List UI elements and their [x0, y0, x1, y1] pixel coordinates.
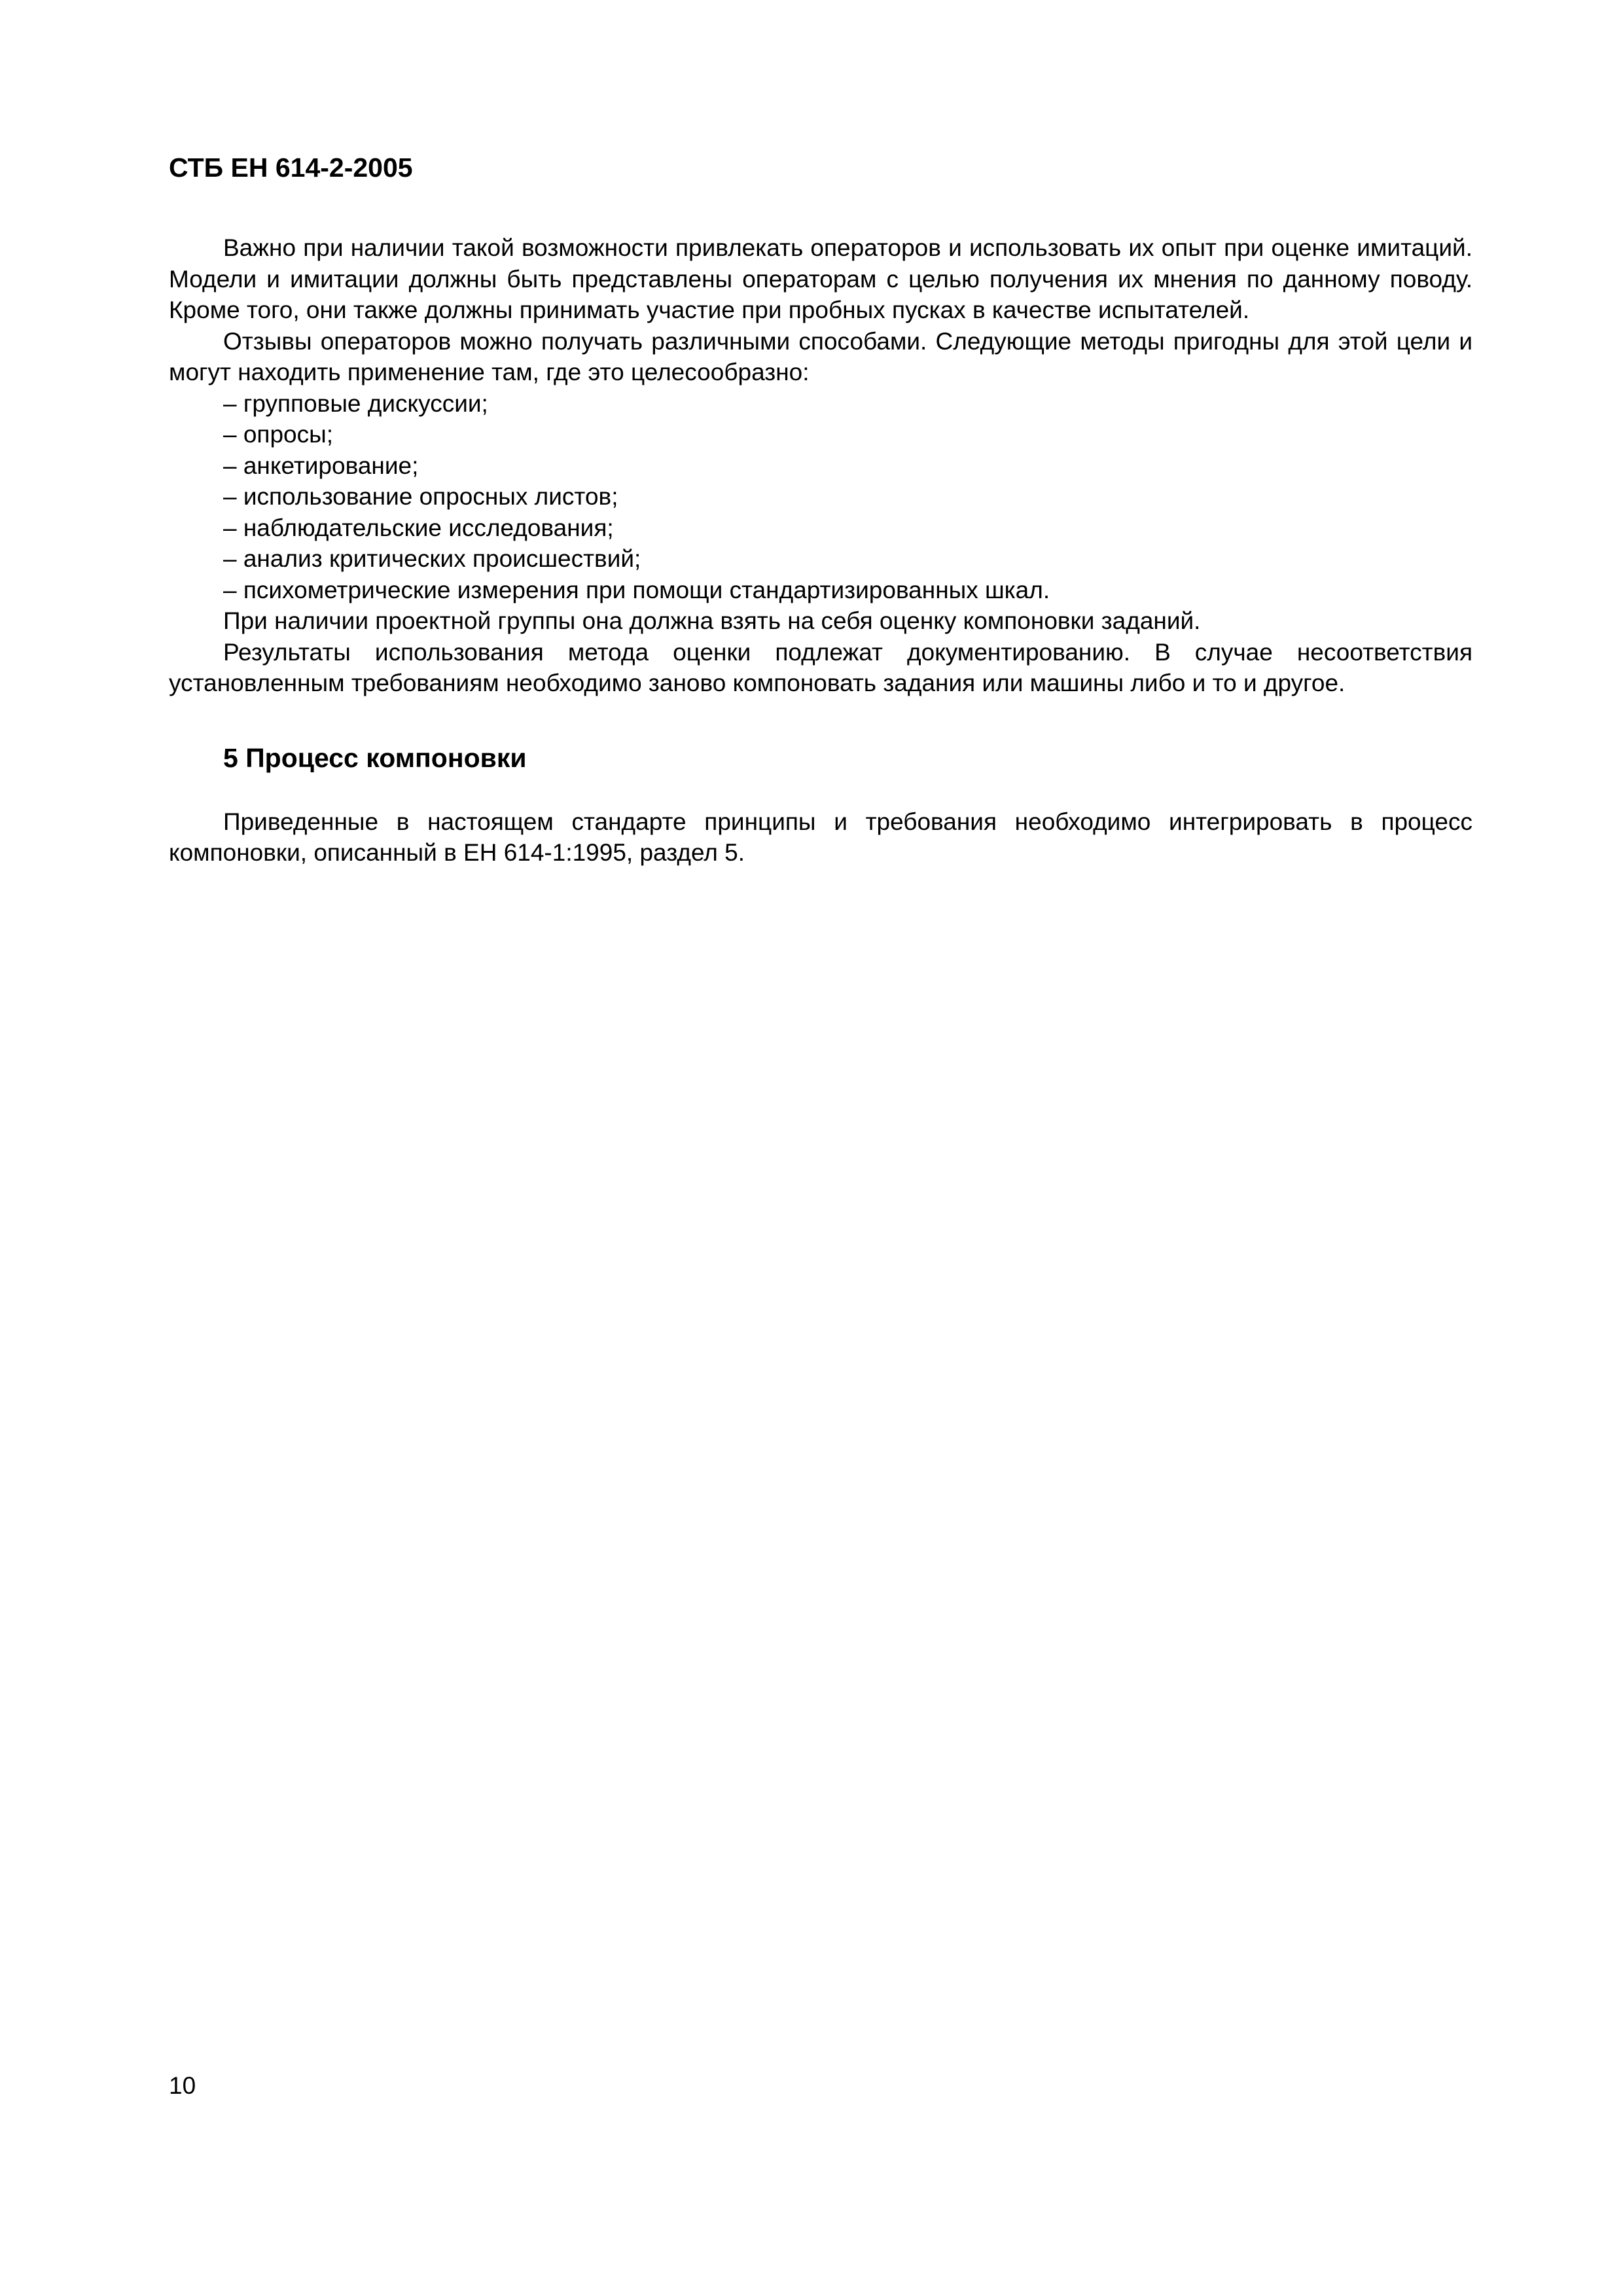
document-header: СТБ ЕН 614-2-2005: [169, 152, 413, 183]
paragraph-operator-experience: Важно при наличии такой возможности привлекать операторов и использовать их опыт при оценке имитаций. Модели и имитации должны быть представлены операторам с целью получения их мнения по данному поводу. Кроме того, они также должны принимать участие при пробных пусках в качестве испытателей.: [169, 234, 1472, 323]
page-number: 10: [169, 2072, 196, 2099]
paragraph-project-group: При наличии проектной группы она должна взять на себя оценку компоновки заданий.: [223, 607, 1201, 634]
paragraph-layout-process: Приведенные в настоящем стандарте принципы и требования необходимо интегрировать в процесс компоновки, описанный в ЕН 614-1:1995, раздел 5.: [169, 808, 1472, 866]
paragraph-feedback-methods: Отзывы операторов можно получать различными способами. Следующие методы пригодны для этой цели и могут находить применение там, где это целесообразно:: [169, 327, 1472, 386]
section-title-layout-process: 5 Процесс компоновки: [223, 742, 527, 773]
paragraph-documentation: Результаты использования метода оценки подлежат документированию. В случае несоответствия установленным требованиям необходимо заново компоновать задания или машины либо и то и другое.: [169, 638, 1472, 696]
list-item-questionnaires: – анкетирование;: [223, 452, 419, 479]
list-item-question-sheets: – использование опросных листов;: [223, 483, 618, 510]
list-item-group-discussions: – групповые дискуссии;: [223, 389, 488, 417]
list-item-surveys: – опросы;: [223, 421, 333, 448]
feedback-methods-list: [169, 388, 1472, 606]
list-item-psychometric-measurements: – психометрические измерения при помощи стандартизированных шкал.: [223, 576, 1050, 603]
list-item-observational-studies: – наблюдательские исследования;: [223, 514, 614, 541]
document-body: [169, 232, 1472, 869]
list-item-critical-incidents: – анализ критических происшествий;: [223, 545, 641, 572]
